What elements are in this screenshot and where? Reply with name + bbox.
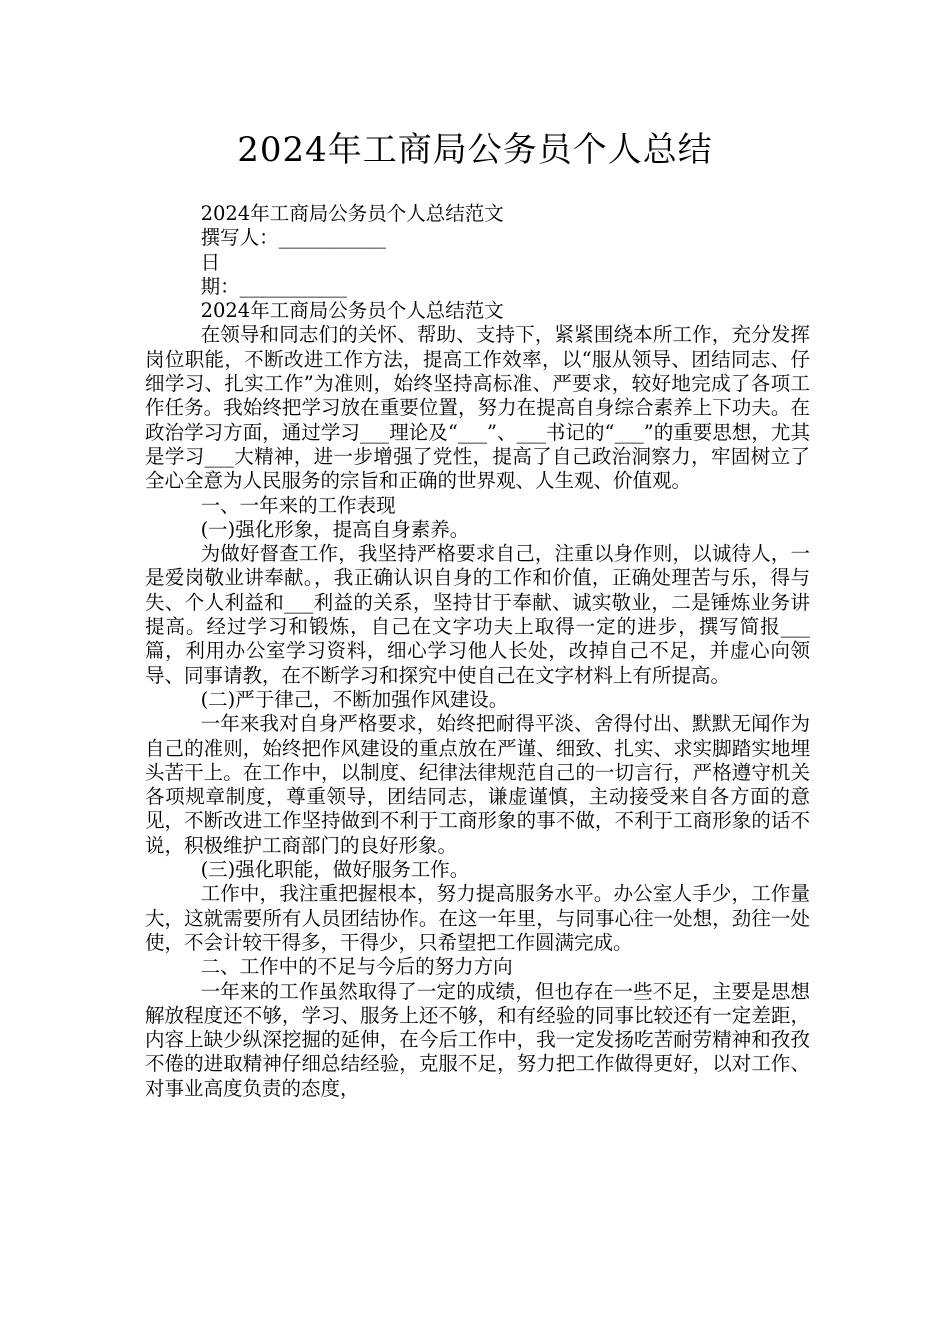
subheading-one: (一)强化形象，提高自身素养。 (200, 517, 470, 541)
section-heading-text: 2024年工商局公务员个人总结范文 (200, 299, 504, 323)
date-label-line: 日 (200, 250, 221, 274)
paragraph-four: 一年来的工作虽然取得了一定的成绩，但也存在一些不足，主要是思想解放程度还不够，学习、服务上还不够，和有经验的同事比较还有一定差距，内容上缺少纵深挖掘的延伸，在今后工作中，我一定发扬吃苦耐劳精神和孜孜不倦的进取精神仔细总结经验，克服不足，努力把工作做得更好，以对工作、对事业高度负责的态度， (145, 979, 810, 1100)
paragraph-three: 工作中，我注重把握根本，努力提高服务水平。办公室人手少，工作量大，这就需要所有人员团结协作。在这一年里，与同事心往一处想，劲往一处使，不会计较干得多，干得少，只希望把工作圆满完成。 (145, 882, 810, 954)
section-heading-one: 一、一年来的工作表现 (200, 493, 396, 517)
paragraph-intro: 在领导和同志们的关怀、帮助、支持下，紧紧围绕本所工作，充分发挥岗位职能，不断改进工作方法，提高工作效率，以“服从领导、团结同志、仔细学习、扎实工作”为准则，始终坚持高标准、严要求，较好地完成了各项工作任务。我始终把学习放在重要位置，努力在提高自身综合素养上下功夫。在政治学习方面，通过学习___理论及“___”、___书记的“___”的重要思想，尤其是学习___大精神，进一步增强了党性，提高了自己政治洞察力，牢固树立了全心全意为人民服务的宗旨和正确的世界观、人生观、价值观。 (145, 323, 810, 493)
document-title: 2024年工商局公务员个人总结 (237, 130, 713, 170)
section-heading-two: 二、工作中的不足与今后的努力方向 (200, 955, 513, 979)
subheading-three: (三)强化职能，做好服务工作。 (200, 858, 470, 882)
subtitle-line: 2024年工商局公务员个人总结范文 (200, 202, 504, 225)
author-line: 撰写人：___________ (200, 226, 386, 250)
subheading-two: (二)严于律己，不断加强作风建设。 (200, 687, 509, 711)
date-value-line: 期：___________ (200, 274, 347, 298)
document-body (145, 202, 810, 1101)
paragraph-two: 一年来我对自身严格要求，始终把耐得平淡、舍得付出、默默无闻作为自己的准则，始终把作风建设的重点放在严谨、细致、扎实、求实脚踏实地埋头苦干上。在工作中，以制度、纪律法律规范自己的一切言行，严格遵守机关各项规章制度，尊重领导，团结同志，谦虚谨慎，主动接受来自各方面的意见，不断改进工作坚持做到不利于工商形象的事不做，不利于工商形象的话不说，积极维护工商部门的良好形象。 (145, 712, 810, 857)
paragraph-one: 为做好督查工作，我坚持严格要求自己，注重以身作则，以诚待人，一是爱岗敬业讲奉献。，我正确认识自身的工作和价值，正确处理苦与乐，得与失、个人利益和___利益的关系，坚持甘于奉献、诚实敬业，二是锤炼业务讲提高。经过学习和锻炼，自己在文字功夫上取得一定的进步，撰写简报___篇，利用办公室学习资料，细心学习他人长处，改掉自己不足，并虚心向领导、同事请教，在不断学习和探究中使自己在文字材料上有所提高。 (145, 542, 810, 687)
